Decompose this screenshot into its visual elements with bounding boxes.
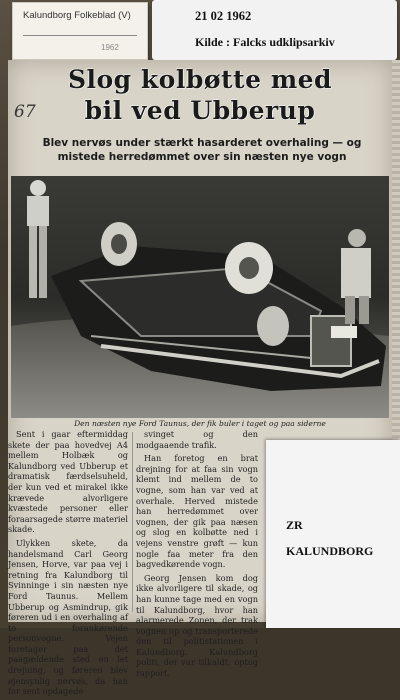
- date-source-label: [152, 0, 397, 60]
- divider: [23, 35, 137, 36]
- clipping-date: 21 02 1962: [195, 9, 252, 23]
- binder-edge: [392, 60, 400, 440]
- newspaper-name: Kalundborg Folkeblad (V): [23, 10, 131, 21]
- headline: [8, 64, 392, 126]
- headline-line-2: bil ved Ubberup: [84, 96, 316, 125]
- article-column-middle: [136, 429, 258, 682]
- archive-year: 1962: [101, 43, 119, 52]
- headline-line-1: Slog kolbøtte med: [67, 65, 333, 94]
- zr-label-card: [266, 440, 400, 628]
- paragraph: Georg Jensen kom dog ikke alvorligere til skade, og han kunne tage med en vogn til Kalundborg, hvor han alarmerede Zonen, der trak vognen op og transporterede den til politistationen i Kalundborg. Kalundborg politi, der var tilkaldt, optog rapport.: [136, 572, 258, 679]
- zr-code: ZR: [286, 518, 303, 532]
- subheadline: Blev nervøs under stærkt hasarderet overhaling — og mistede herredømmet over sin næsten nye vogn: [42, 137, 362, 163]
- article-column-left: [8, 429, 128, 700]
- handwritten-number: 67: [14, 102, 36, 122]
- overturned-car-image: [11, 176, 389, 418]
- zr-town: KALUNDBORG: [286, 544, 374, 558]
- archive-index-card: [12, 2, 148, 60]
- paragraph: Ulykken skete, da handelsmand Carl Georg Jensen, Horve, var paa vej i retning fra Kalundborg til Svinninge i sin næsten nye Ford Taunus. Mellem Ubberup og Asmindrup, gik føreren ud i en overhaling af to forankørende personvogne. Vejen foretager paa det paagældende sted en let drejning, og føreren blev øjensynlig nervøs, da han for sent opdagede: [8, 537, 128, 697]
- photo-caption: Den næsten nye Ford Taunus, der fik buler i taget og paa siderne: [74, 419, 326, 428]
- crash-photo: [11, 176, 389, 418]
- paragraph: svinget og den modgaaende trafik.: [136, 429, 258, 450]
- paragraph: Sent i gaar eftermiddag skete der paa hovedvej A4 mellem Holbæk og Kalundborg ved Ubberup et dramatisk færdselsuheld, der kun ved et mirakel ikke krævede alvorligere kvæstede personer eller foraarsagede større materiel skade.: [8, 429, 128, 535]
- paragraph: Han foretog en brat drejning for at faa sin vogn klemt ind mellem de to vogne, som han var ved at overhale. Herved mistede han herredømmet over vognen, der gik paa næsen og slog en kolbøtte ned i vejens venstre grøft — kun nogle faa meter fra den bagvedkørende vogn.: [136, 453, 258, 570]
- column-divider: [132, 432, 133, 612]
- clipping-source: Kilde : Falcks udklipsarkiv: [195, 35, 335, 49]
